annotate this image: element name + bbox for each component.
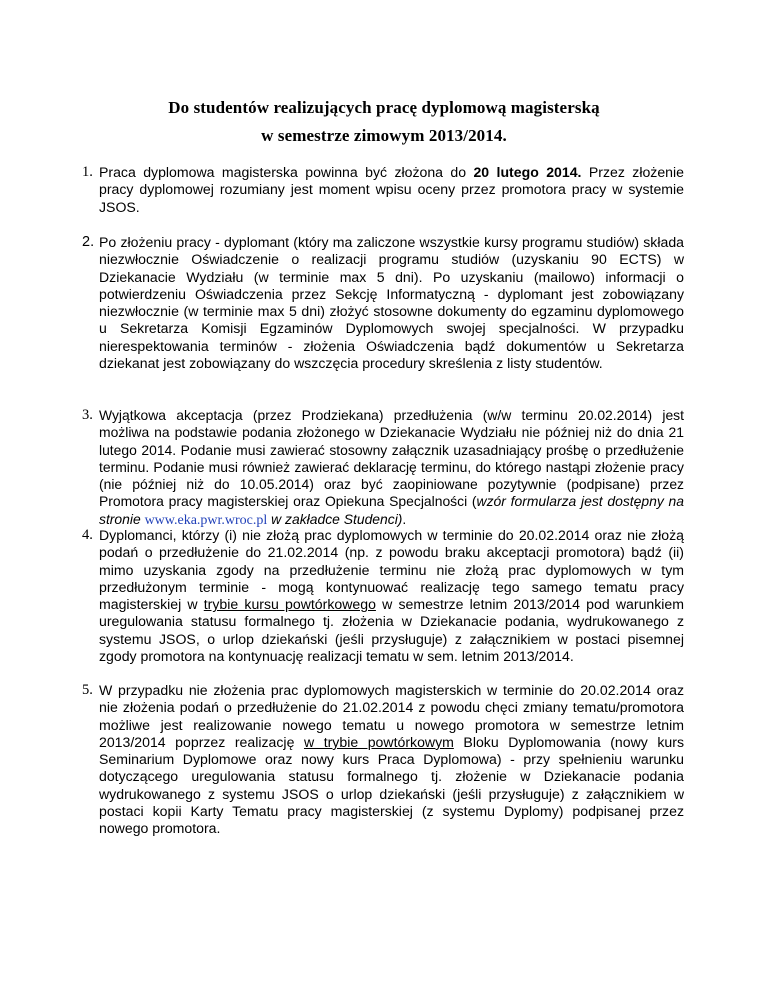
item-text: Praca dyplomowa magisterska powinna być złożona do 20 lutego 2014. Przez złożenie pracy dyplomowej rozumiany jest moment wpisu oceny przez promotora pracy w systemie JSOS. [99, 164, 684, 215]
document-title: Do studentów realizujących pracę dyplomową magisterską [168, 98, 600, 117]
item-number: 2. [82, 234, 95, 250]
list-item-5 [82, 682, 684, 838]
list-item-1 [82, 164, 684, 216]
deadline-date: 20 lutego 2014. [473, 164, 582, 180]
website-link[interactable]: www.eka.pwr.wroc.pl [144, 512, 268, 528]
list-item-4 [82, 527, 684, 665]
item-number: 3. [82, 407, 93, 423]
item-text: Dyplomanci, którzy (i) nie złożą prac dyplomowych w terminie do 20.02.2014 oraz nie złożą podań o przedłużenie do 21.02.2014 (np. z powodu braku akceptacji promotora) bądź (ii) mimo uzyskania zgody na przedłużenie terminu nie złożą prac dyplomowych w tym przedłużonym terminie - mogą kontynuować realizację tego samego tematu pracy magisterskiej w trybie kursu powtórkowego w semestrze letnim 2013/2014 pod warunkiem uregulowania statusu formalnego tj. złożenia w Dziekanacie podania, wydrukowanego z systemu JSOS, o urlop dziekański (jeśli przysługuje) z załącznikiem w postaci pisemnej zgody promotora na kontynuację realizacji tematu w sem. letnim 2013/2014. [99, 527, 685, 665]
document-subtitle: w semestrze zimowym 2013/2014. [261, 126, 507, 145]
list-item-2 [82, 234, 684, 372]
item-number: 4. [82, 527, 93, 543]
item-number: 5. [82, 682, 93, 698]
underlined-phrase: trybie kursu powtórkowego [203, 596, 376, 613]
item-text: Po złożeniu pracy - dyplomant (który ma zaliczone wszystkie kursy programu studiów) składa niezwłocznie Oświadczenie o realizacji programu studiów (uzyskaniu 90 ECTS) w Dziekanacie Wydziału (w terminie max 5 dni). Po uzyskaniu (mailowo) informacji o potwierdzeniu Oświadczenia przez Sekcję Informatyczną - dyplomant jest zobowiązany niezwłocznie (w terminie max 5 dni) złożyć stosowne dokumenty do egzaminu dyplomowego u Sekretarza Komisji Egzaminów Dyplomowych swojej specjalności. W przypadku nierespektowania terminów - złożenia Oświadczenia bądź dokumentów u Sekretarza dziekanat jest zobowiązany do wszczęcia procedury skreślenia z listy studentów. [99, 234, 684, 372]
underlined-phrase: w trybie powtórkowym [303, 733, 454, 750]
item-text: Wyjątkowa akceptacja (przez Prodziekana) przedłużenia (w/w terminu 20.02.2014) jest możliwa na podstawie podania złożonego w Dziekanacie Wydziału nie później niż do dnia 21 lutego 2014. Podanie musi zawierać stosowny załącznik uzasadniający prośbę o przedłużenie terminu. Podanie musi również zawierać deklarację terminu, do którego nastąpi złożenie pracy (nie później niż do 10.05.2014) oraz być zaopiniowane pozytywnie (podpisane) przez Promotora pracy magisterskiej oraz Opiekuna Specjalności (wzór formularza jest dostępny na stronie www.eka.pwr.wroc.pl w zakładce Studenci). [99, 407, 684, 528]
list-item-3 [82, 407, 684, 529]
item-number: 1. [82, 164, 93, 180]
item-text: W przypadku nie złożenia prac dyplomowych magisterskich w terminie do 20.02.2014 oraz nie złożenia podań o przedłużenie do 21.02.2014 z powodu chęci zmiany tematu/promotora możliwe jest realizowanie nowego tematu u nowego promotora w semestrze letnim 2013/2014 poprzez realizację w trybie powtórkowym Bloku Dyplomowania (nowy kurs Seminarium Dyplomowe oraz nowy kurs Praca Dyplomowa) - przy spełnieniu warunku dotyczącego uregulowania statusu formalnego tj. złożenie w Dziekanacie podania wydrukowanego z systemu JSOS o urlop dziekański (jeśli przysługuje) z załącznikiem w postaci kopii Karty Tematu pracy magisterskiej (z systemu Dyplomy) podpisanej przez nowego promotora. [99, 682, 684, 837]
